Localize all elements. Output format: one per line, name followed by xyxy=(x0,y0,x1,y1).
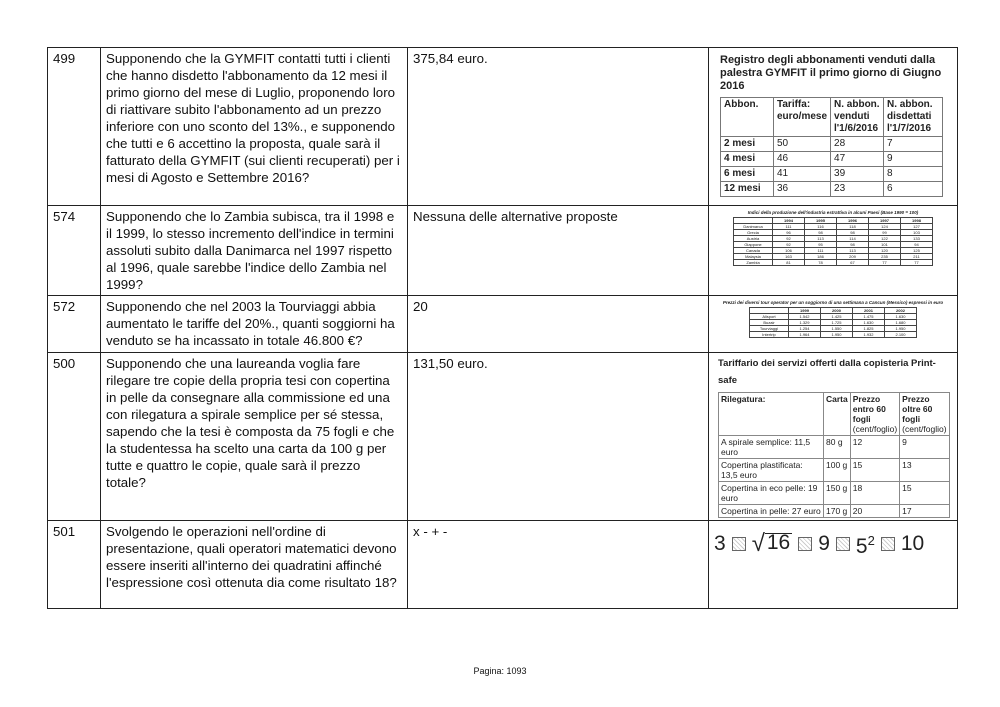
cell: 106 xyxy=(773,248,805,254)
header-cell: Tariffa: euro/mese xyxy=(774,98,831,137)
cell: Grecia xyxy=(734,230,773,236)
cell: 95 xyxy=(805,242,837,248)
cell: 114 xyxy=(837,236,869,242)
table-row xyxy=(48,48,958,206)
cell: 113 xyxy=(805,236,837,242)
cell: 235 xyxy=(869,254,901,260)
cell: 80 g xyxy=(824,436,851,459)
cell: Copertina plastificata: 13,5 euro xyxy=(719,459,824,482)
cell: 1.964 xyxy=(789,332,821,338)
cell: 67 xyxy=(837,260,869,266)
unit-label: (cent/foglio) xyxy=(852,424,898,434)
cell: Canada xyxy=(734,248,773,254)
cell: 17 xyxy=(900,505,949,518)
cell: 122 xyxy=(869,236,901,242)
cell: 124 xyxy=(869,224,901,230)
question-text: Supponendo che lo Zambia subisca, tra il 1998 e il 1999, lo stesso incremento dell'indice in termini assoluti subito dalla Danimarca nel 1997 rispetto al 1996, quale sarebbe l'indice dello Zambia nel 1999? xyxy=(101,206,408,296)
cell: 103 xyxy=(901,230,933,236)
table-row xyxy=(721,152,943,167)
operator-box xyxy=(881,537,895,551)
header-cell: Rilegatura: xyxy=(719,393,824,436)
header-cell: 1995 xyxy=(805,218,837,224)
table-row xyxy=(48,353,958,521)
cell: 113 xyxy=(837,248,869,254)
cell: 6 xyxy=(884,182,943,197)
cell: 99 xyxy=(869,230,901,236)
cell: 1.680 xyxy=(885,320,917,326)
cell: Intertrip xyxy=(750,332,789,338)
question-number: 501 xyxy=(48,521,101,609)
header-cell: 1996 xyxy=(837,218,869,224)
header-cell: N. abbon. disdettati l'1/7/2016 xyxy=(884,98,943,137)
cell: 1.725 xyxy=(821,320,853,326)
question-figure xyxy=(709,48,958,206)
header-cell: 2002 xyxy=(885,308,917,314)
power xyxy=(855,532,875,558)
answer-text: 20 xyxy=(408,296,709,353)
header-cell: 2001 xyxy=(853,308,885,314)
cell: 98 xyxy=(837,230,869,236)
header-cell: Abbon. xyxy=(721,98,774,137)
figure-title: Registro degli abbonamenti venduti dalla palestra GYMFIT il primo giorno di Giugno 2016 xyxy=(720,54,942,92)
cell: 28 xyxy=(831,137,884,152)
header-cell: N. abbon. venduti l'1/6/2016 xyxy=(831,98,884,137)
cell: 46 xyxy=(774,152,831,167)
header-label: Prezzo oltre 60 fogli xyxy=(902,394,933,424)
cell: 7 xyxy=(884,137,943,152)
operator-box xyxy=(732,537,746,551)
cell: Malaysia xyxy=(734,254,773,260)
header-label: Prezzo entro 60 fogli xyxy=(852,394,886,424)
operand: 3 xyxy=(714,532,726,555)
math-expression xyxy=(714,529,952,558)
cell: 94 xyxy=(901,242,933,248)
mining-index-table xyxy=(733,217,933,266)
gymfit-table xyxy=(720,97,943,197)
question-number: 572 xyxy=(48,296,101,353)
cell: 47 xyxy=(831,152,884,167)
question-text: Supponendo che la GYMFIT contatti tutti i clienti che hanno disdetto l'abbonamento da 12 mesi il primo giorno del mese di Luglio, proponendo loro di riattivare subito l'abbonamento ad un prezzo inferiore con uno sconto del 13%., e supponendo che tutti e 6 accettino la proposta, quale sarà il fatturato della GYMFIT (sui clienti recuperati) per i mesi di Agosto e Settembre 2016? xyxy=(101,48,408,206)
cell: 1.950 xyxy=(885,326,917,332)
cell: 1.542 xyxy=(789,314,821,320)
cell: 15 xyxy=(900,482,949,505)
square-root xyxy=(751,529,793,557)
cell: 77 xyxy=(901,260,933,266)
cell: 9 xyxy=(884,152,943,167)
cell: 1.950 xyxy=(821,332,853,338)
cell: Tourviaggi xyxy=(750,326,789,332)
header-cell xyxy=(900,393,949,436)
cell: 170 g xyxy=(824,505,851,518)
cell: 77 xyxy=(869,260,901,266)
unit-label: (cent/foglio) xyxy=(902,424,947,434)
cell: 1.932 xyxy=(853,332,885,338)
cell: 111 xyxy=(805,248,837,254)
cell: 78 xyxy=(805,260,837,266)
cancun-prices-table xyxy=(749,307,917,338)
cell: 15 xyxy=(850,459,899,482)
cell: Alisport xyxy=(750,314,789,320)
table-row xyxy=(48,296,958,353)
cell: 150 g xyxy=(824,482,851,505)
cell: 1.254 xyxy=(789,326,821,332)
question-text: Supponendo che una laureanda voglia fare rilegare tre copie della propria tesi con copertina in pelle da consegnare alla commissione ed una con rilegatura a spirale semplice per sé stessa, sapendo che la tesi è composta da 75 fogli e che la studentessa ha scelto una carta da 100 g per tutte e quattro le copie, quale sarà il prezzo totale? xyxy=(101,353,408,521)
question-number: 500 xyxy=(48,353,101,521)
question-figure xyxy=(709,296,958,353)
cell: 125 xyxy=(901,248,933,254)
cell: 100 g xyxy=(824,459,851,482)
cell: 2.100 xyxy=(885,332,917,338)
cell: 18 xyxy=(850,482,899,505)
header-cell: 1997 xyxy=(869,218,901,224)
cell: 1.630 xyxy=(885,314,917,320)
header-cell: 1998 xyxy=(901,218,933,224)
cell: 1.329 xyxy=(789,320,821,326)
cell: 1.475 xyxy=(853,314,885,320)
table-row xyxy=(721,182,943,197)
cell: 111 xyxy=(773,224,805,230)
power-base: 5 xyxy=(855,535,868,558)
cell: 1.550 xyxy=(821,326,853,332)
questions-table xyxy=(47,47,958,609)
answer-text: 375,84 euro. xyxy=(408,48,709,206)
page-number: Pagina: 1093 xyxy=(473,666,527,676)
operator-box xyxy=(836,537,850,551)
question-number: 499 xyxy=(48,48,101,206)
cell: Zambia xyxy=(734,260,773,266)
cell: 8 xyxy=(884,167,943,182)
answer-text: Nessuna delle alternative proposte xyxy=(408,206,709,296)
cell: 209 xyxy=(837,254,869,260)
cell: 1.825 xyxy=(853,326,885,332)
cancun-prices-figure xyxy=(714,300,952,338)
cell: 36 xyxy=(774,182,831,197)
cell: 118 xyxy=(837,224,869,230)
cell: 20 xyxy=(850,505,899,518)
table-row xyxy=(721,167,943,182)
cell: 23 xyxy=(831,182,884,197)
mining-index-figure xyxy=(714,210,952,266)
figure-title: Tariffario dei servizi offerti dalla copisteria Print-safe xyxy=(718,358,936,386)
cell: 41 xyxy=(774,167,831,182)
cell: Buzair xyxy=(750,320,789,326)
table-row xyxy=(721,137,943,152)
table-row xyxy=(48,206,958,296)
figure-title: Indici della produzione dell'industria estrattiva in alcuni Paesi (Base 1990 = 100) xyxy=(747,210,919,215)
cell: Giappone xyxy=(734,242,773,248)
cell: 101 xyxy=(869,242,901,248)
print-safe-figure xyxy=(714,355,952,518)
cell: 6 mesi xyxy=(721,167,774,182)
cell: 98 xyxy=(805,230,837,236)
radicand: 16 xyxy=(766,530,791,554)
question-figure xyxy=(709,353,958,521)
header-cell: 1999 xyxy=(789,308,821,314)
cell: 120 xyxy=(869,248,901,254)
cell: 127 xyxy=(901,224,933,230)
power-exponent: 2 xyxy=(867,533,875,548)
answer-text: 131,50 euro. xyxy=(408,353,709,521)
operand: 10 xyxy=(900,532,925,555)
cell: 163 xyxy=(773,254,805,260)
header-cell: 2000 xyxy=(821,308,853,314)
print-safe-table xyxy=(718,392,950,518)
cell: A spirale semplice: 11,5 euro xyxy=(719,436,824,459)
radical-sign-icon: √ xyxy=(751,529,765,557)
cell: 50 xyxy=(774,137,831,152)
cell: 98 xyxy=(837,242,869,248)
cell: 211 xyxy=(901,254,933,260)
cell: 2 mesi xyxy=(721,137,774,152)
figure-title: Prezzi dei diversi tour operator per un soggiorno di una settimana a Cancun (Messico) espressi in euro xyxy=(722,300,944,305)
cell: 96 xyxy=(773,230,805,236)
cell: 9 xyxy=(900,436,949,459)
table-row xyxy=(48,521,958,609)
cell: 92 xyxy=(773,236,805,242)
question-figure xyxy=(709,521,958,609)
cell: 81 xyxy=(773,260,805,266)
cell: 92 xyxy=(773,242,805,248)
header-cell: Carta xyxy=(824,393,851,436)
cell: 39 xyxy=(831,167,884,182)
operand: 9 xyxy=(818,532,830,555)
cell: 12 xyxy=(850,436,899,459)
gymfit-table-figure xyxy=(714,54,952,197)
cell: Copertina in eco pelle: 19 euro xyxy=(719,482,824,505)
answer-text: x - + - xyxy=(408,521,709,609)
question-text: Svolgendo le operazioni nell'ordine di presentazione, quali operatori matematici devono essere inseriti all'interno dei quadratini affinché l'espressione così ottenuta dia come risultato 18? xyxy=(101,521,408,609)
cell: 4 mesi xyxy=(721,152,774,167)
cell: 13 xyxy=(900,459,949,482)
question-figure xyxy=(709,206,958,296)
cell: 1.425 xyxy=(821,314,853,320)
cell: 116 xyxy=(805,224,837,230)
cell: 186 xyxy=(805,254,837,260)
question-text: Supponendo che nel 2003 la Tourviaggi abbia aumentato le tariffe del 20%., quanti soggiorni ha venduto se ha incassato in totale 46.800 €? xyxy=(101,296,408,353)
header-cell: 1994 xyxy=(773,218,805,224)
cell: Austria xyxy=(734,236,773,242)
cell: Danimarca xyxy=(734,224,773,230)
cell: 133 xyxy=(901,236,933,242)
question-number: 574 xyxy=(48,206,101,296)
header-cell xyxy=(850,393,899,436)
operator-box xyxy=(798,537,812,551)
cell: Copertina in pelle: 27 euro xyxy=(719,505,824,518)
cell: 1.630 xyxy=(853,320,885,326)
cell: 12 mesi xyxy=(721,182,774,197)
